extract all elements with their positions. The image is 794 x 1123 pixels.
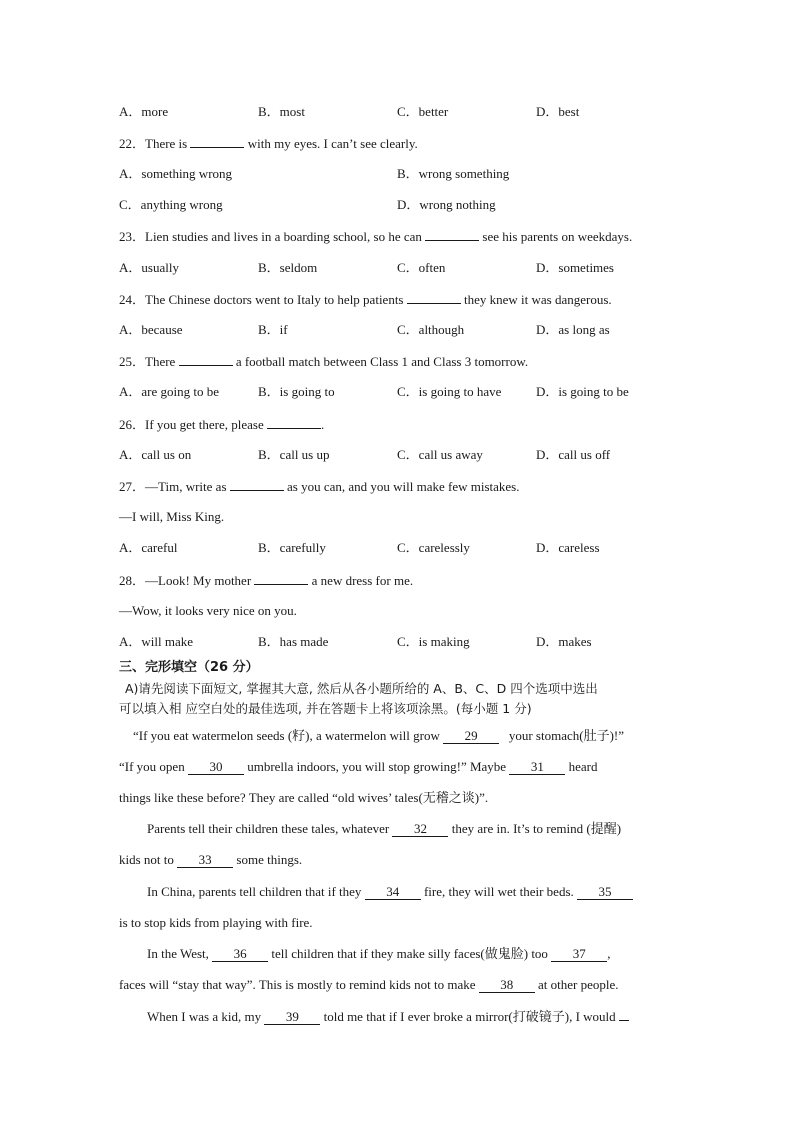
stem-text: 28．—Look! My mother [119, 573, 252, 588]
passage-text: In China, parents tell children that if they [147, 884, 362, 899]
stem-text: a football match between Class 1 and Class 3 tomorrow. [235, 354, 529, 369]
passage-line [147, 1008, 629, 1025]
stem-text: as you can, and you will make few mistakes. [287, 479, 520, 494]
option-a: A．are going to be [119, 384, 220, 399]
passage-line [147, 884, 633, 900]
answer-blank [267, 416, 321, 429]
blank-29: 29 [443, 729, 499, 744]
stem-text: 27．—Tim, write as [119, 479, 227, 494]
passage-text: When I was a kid, my [147, 1009, 262, 1024]
passage-line: things like these before? They are called “old wives’ tales(无稽之谈)”. [119, 790, 489, 805]
blank-38: 38 [479, 978, 535, 993]
option-a: A．will make [119, 634, 194, 649]
option-b: B．has made [258, 634, 329, 649]
answer-blank [179, 353, 233, 366]
passage-line [119, 977, 618, 993]
passage-text: “If you open [119, 759, 185, 774]
passage-line [119, 759, 597, 775]
passage-line [147, 946, 610, 962]
option-c: C．anything wrong [119, 197, 223, 212]
option-a: A．careful [119, 540, 178, 555]
option-d: D．wrong nothing [397, 197, 496, 212]
option-a: A．something wrong [119, 166, 233, 181]
question-27-reply: —I will, Miss King. [119, 509, 225, 524]
passage-text: at other people. [537, 977, 619, 992]
passage-line [119, 852, 302, 868]
passage-text: your stomach(肚子)!” [508, 728, 625, 743]
blank-36: 36 [212, 947, 268, 962]
passage-text: fire, they will wet their beds. [423, 884, 574, 899]
passage-text: In the West, [147, 946, 209, 961]
option-c: C．is going to have [397, 384, 502, 399]
blank-34: 34 [365, 885, 421, 900]
passage-text: told me that if I ever broke a mirror(打破镜子), I would [323, 1009, 616, 1024]
option-b: B．most [258, 104, 305, 119]
option-d: D．best [536, 104, 580, 119]
answer-blank [230, 478, 284, 491]
blank-31: 31 [509, 760, 565, 775]
option-a: A．usually [119, 260, 179, 275]
stem-text: 24．The Chinese doctors went to Italy to help patients [119, 292, 404, 307]
stem-text: with my eyes. I can’t see clearly. [247, 136, 418, 151]
option-b: B．is going to [258, 384, 335, 399]
passage-line [147, 821, 621, 837]
passage-text: umbrella indoors, you will stop growing!” Maybe [247, 759, 507, 774]
blank-39: 39 [264, 1010, 320, 1025]
passage-text: faces will “stay that way”. This is mostly to remind kids not to make [119, 977, 476, 992]
option-c: C．often [397, 260, 446, 275]
stem-text: a new dress for me. [311, 573, 414, 588]
section-title: 三、完形填空（26 分） [119, 660, 259, 675]
passage-text: , [607, 946, 611, 961]
option-c: C．carelessly [397, 540, 470, 555]
question-23-stem [119, 228, 632, 245]
option-d: D．call us off [536, 447, 611, 462]
answer-blank [619, 1008, 629, 1021]
blank-32: 32 [392, 822, 448, 837]
question-22-stem [119, 135, 418, 152]
section-instructions: A)请先阅读下面短文, 掌握其大意, 然后从各小题所给的 A、B、C、D 四个选项中选出 [125, 681, 598, 696]
option-d: D．sometimes [536, 260, 614, 275]
passage-text: heard [568, 759, 598, 774]
passage-text: kids not to [119, 852, 174, 867]
option-d: D．as long as [536, 322, 610, 337]
stem-text: 23．Lien studies and lives in a boarding school, so he can [119, 229, 422, 244]
question-25-stem [119, 353, 528, 370]
blank-37: 37 [551, 947, 607, 962]
option-d: D．is going to be [536, 384, 629, 399]
blank-30: 30 [188, 760, 244, 775]
answer-blank [190, 135, 244, 148]
passage-text: Parents tell their children these tales, whatever [147, 821, 390, 836]
blank-33: 33 [177, 853, 233, 868]
option-a: A．more [119, 104, 169, 119]
option-d: D．careless [536, 540, 600, 555]
passage-text: “If you eat watermelon seeds (籽), a watermelon will grow [133, 728, 440, 743]
passage-line [133, 728, 624, 744]
passage-line: is to stop kids from playing with fire. [119, 915, 313, 930]
blank-35: 35 [577, 885, 633, 900]
answer-blank [407, 291, 461, 304]
section-instructions: 可以填入相 应空白处的最佳选项, 并在答题卡上将该项涂黑。(每小题 1 分) [119, 701, 532, 716]
option-a: A．call us on [119, 447, 192, 462]
passage-text: some things. [236, 852, 303, 867]
stem-text: see his parents on weekdays. [482, 229, 633, 244]
stem-text: 25．There [119, 354, 176, 369]
option-b: B．seldom [258, 260, 318, 275]
option-a: A．because [119, 322, 183, 337]
passage-text: they are in. It’s to remind (提醒) [451, 821, 622, 836]
question-24-stem [119, 291, 612, 308]
stem-text: they knew it was dangerous. [464, 292, 612, 307]
option-c: C．better [397, 104, 449, 119]
stem-text: 26．If you get there, please [119, 417, 264, 432]
answer-blank [425, 228, 479, 241]
passage-text: tell children that if they make silly faces(做鬼脸) too [271, 946, 548, 961]
option-b: B．call us up [258, 447, 330, 462]
option-d: D．makes [536, 634, 592, 649]
stem-text: . [321, 417, 325, 432]
option-c: C．although [397, 322, 465, 337]
question-27-stem [119, 478, 520, 495]
option-c: C．is making [397, 634, 470, 649]
question-28-reply: —Wow, it looks very nice on you. [119, 603, 297, 618]
option-b: B．wrong something [397, 166, 510, 181]
option-b: B．carefully [258, 540, 326, 555]
option-c: C．call us away [397, 447, 483, 462]
stem-text: 22．There is [119, 136, 188, 151]
answer-blank [254, 572, 308, 585]
question-28-stem [119, 572, 413, 589]
option-b: B．if [258, 322, 288, 337]
question-26-stem [119, 416, 324, 433]
